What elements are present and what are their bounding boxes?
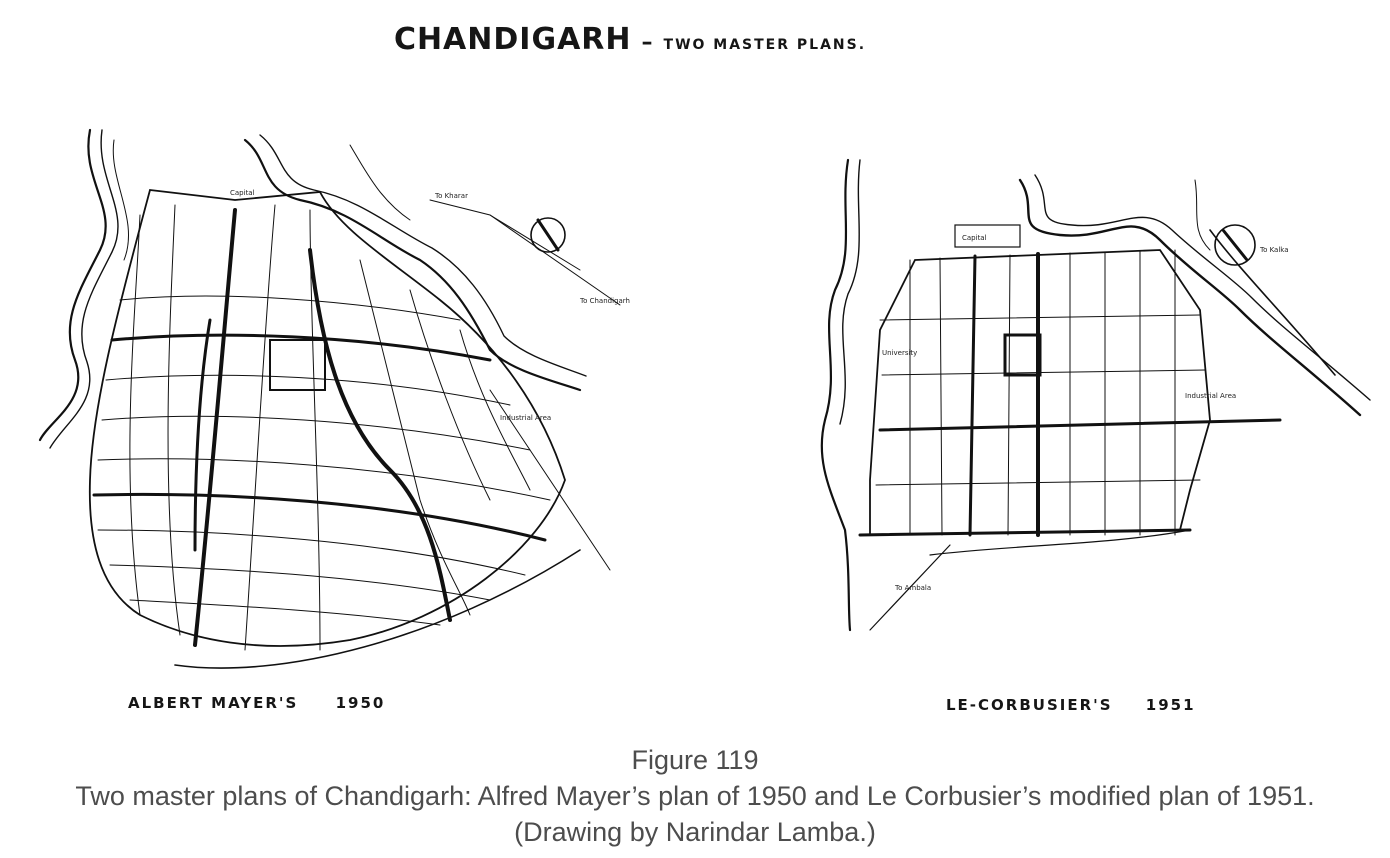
figure-number: Figure 119 <box>631 745 759 775</box>
drawing-title <box>0 22 1260 57</box>
r-map-label-university: University <box>882 349 918 357</box>
r-map-label-ambala: To Ambala <box>895 584 932 592</box>
r-map-label-industrial: Industrial Area <box>1185 392 1237 400</box>
map-label-to-kharar: To Kharar <box>435 192 468 200</box>
mayer-label-year: 1950 <box>335 694 386 712</box>
mayer-plan-drawing <box>20 120 640 680</box>
map-label-industrial: Industrial Area <box>500 414 552 422</box>
corbusier-plan-drawing <box>810 150 1380 650</box>
map-label-capital: Capital <box>230 189 255 197</box>
corbusier-label-year: 1951 <box>1145 696 1196 714</box>
title-main: CHANDIGARH <box>393 22 632 57</box>
corbusier-plan-label <box>946 696 1196 714</box>
city-centre-block <box>270 340 325 390</box>
figure-caption <box>0 742 1390 850</box>
mayer-plan-label <box>128 694 385 712</box>
r-map-label-capital: Capital <box>962 234 987 242</box>
corbusier-label-text: LE-CORBUSIER'S <box>946 696 1113 714</box>
corbusier-top-river <box>1020 180 1360 415</box>
corbusier-centre-block <box>1005 335 1040 375</box>
title-dash: – <box>641 30 654 55</box>
r-map-label-kalka: To Kalka <box>1260 246 1289 254</box>
title-sub: TWO MASTER PLANS. <box>663 37 867 53</box>
map-label-to-chandigarh: To Chandigarh <box>580 297 630 305</box>
caption-text: Two master plans of Chandigarh: Alfred Mayer’s plan of 1950 and Le Corbusier’s modified plan of 1951. (Drawing by Narindar Lamba.) <box>75 781 1315 847</box>
corbusier-left-river <box>822 160 850 630</box>
mayer-label-text: ALBERT MAYER'S <box>128 694 299 712</box>
right-river <box>245 140 580 390</box>
